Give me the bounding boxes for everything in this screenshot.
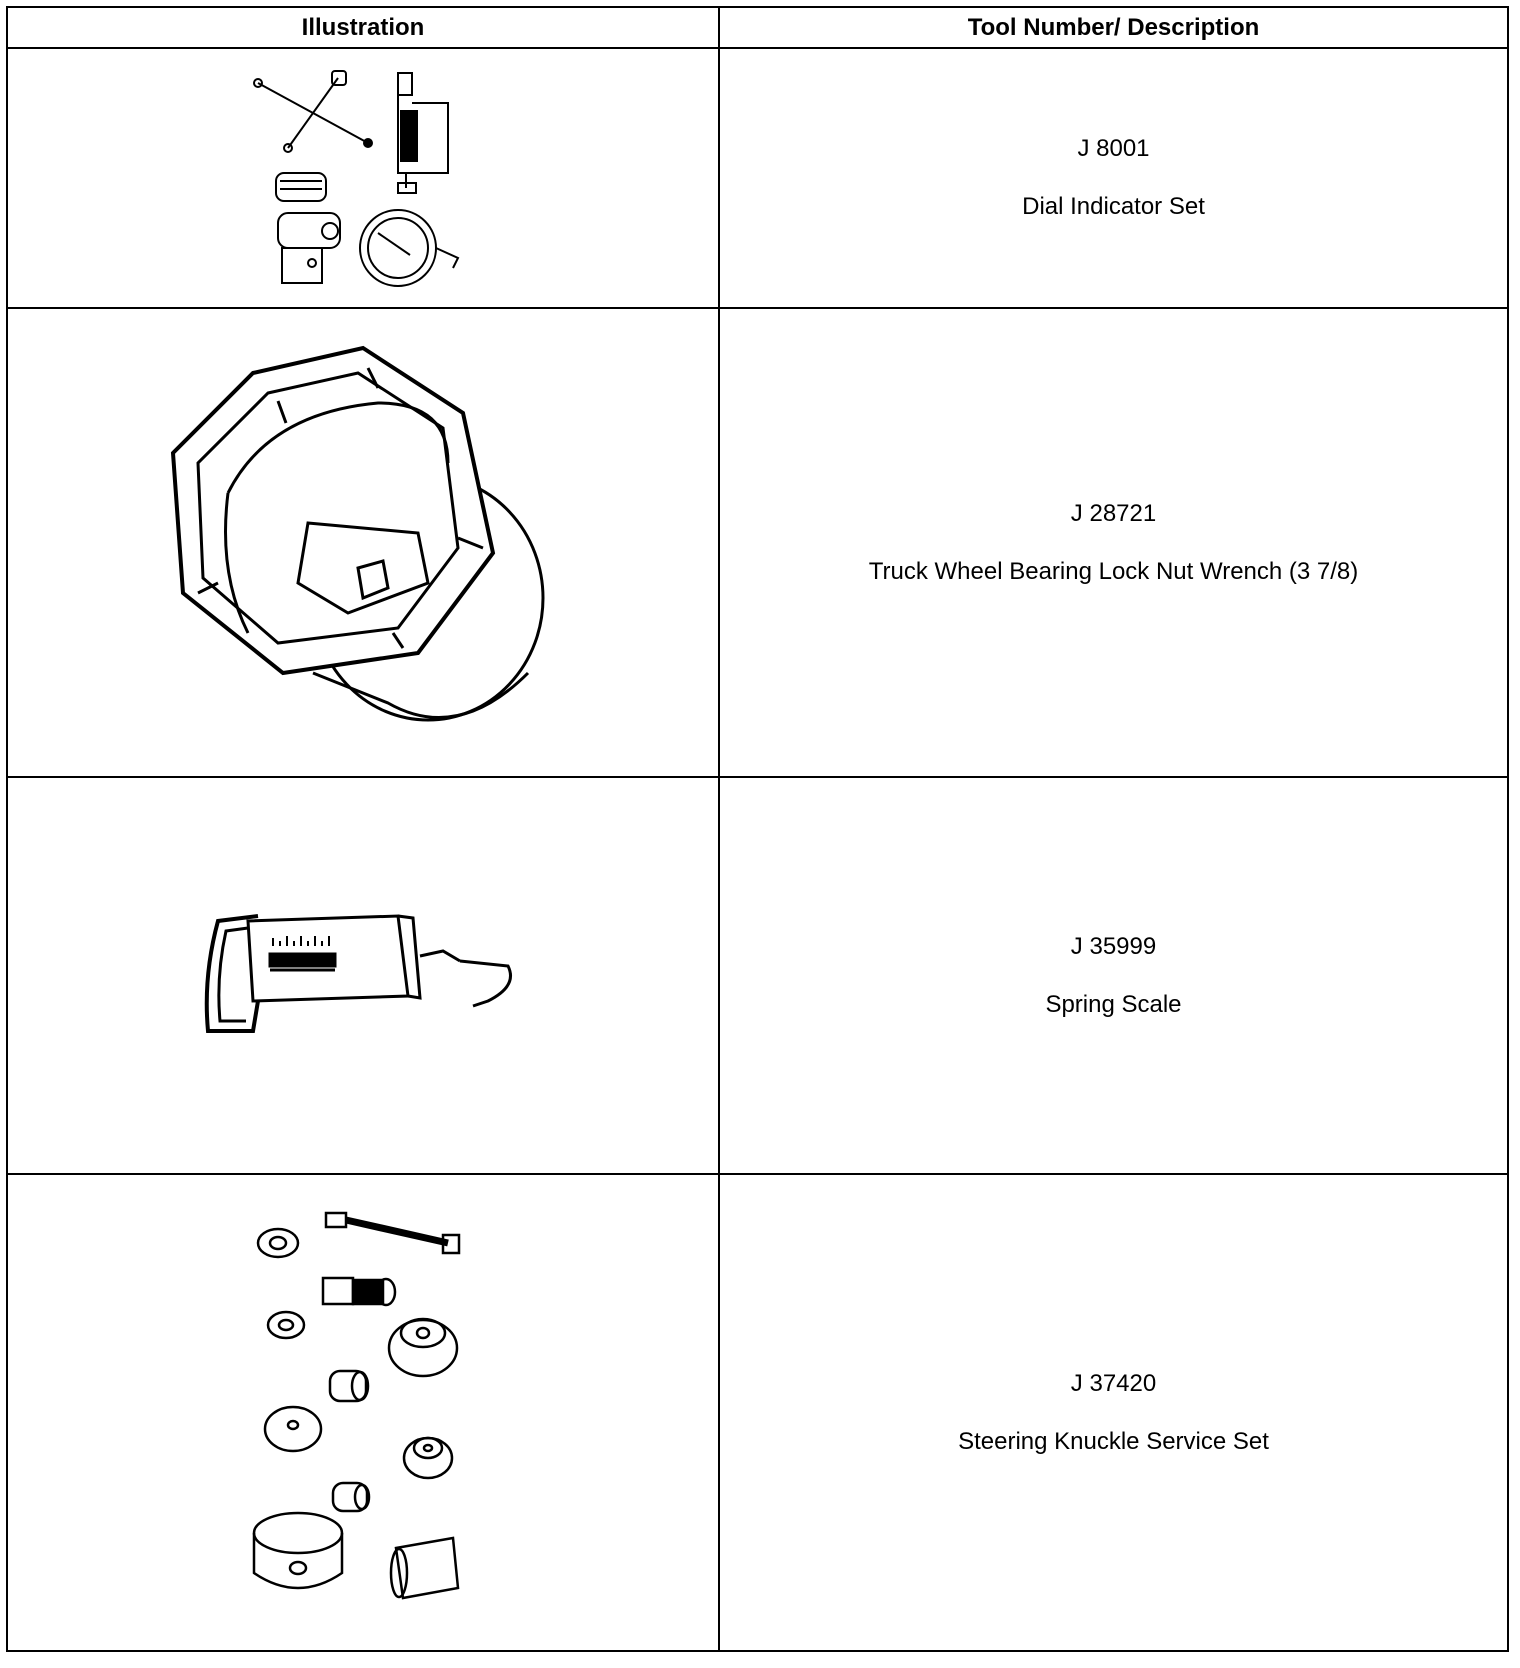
lock-nut-wrench-icon bbox=[158, 343, 568, 743]
table-row bbox=[7, 777, 1508, 1174]
illustration-cell bbox=[7, 48, 719, 308]
description-cell bbox=[719, 48, 1508, 308]
table-row bbox=[7, 1174, 1508, 1651]
tool-number: J 28721 bbox=[1070, 499, 1157, 527]
steering-knuckle-service-set-icon bbox=[248, 1203, 478, 1623]
tool-description: Spring Scale bbox=[1045, 990, 1182, 1018]
description-cell bbox=[719, 1174, 1508, 1651]
illustration-cell bbox=[7, 777, 719, 1174]
tool-number: J 37420 bbox=[1070, 1369, 1157, 1397]
illustration-cell bbox=[7, 1174, 719, 1651]
description-cell bbox=[719, 777, 1508, 1174]
tool-description: Steering Knuckle Service Set bbox=[958, 1427, 1269, 1455]
dial-indicator-set-icon bbox=[248, 63, 478, 293]
table-header-row bbox=[7, 7, 1508, 48]
header-illustration: Illustration bbox=[7, 7, 719, 48]
illustration-cell bbox=[7, 308, 719, 777]
tool-number: J 35999 bbox=[1070, 932, 1157, 960]
description-cell bbox=[719, 308, 1508, 777]
tool-number: J 8001 bbox=[1077, 135, 1150, 162]
tool-description: Dial Indicator Set bbox=[1022, 193, 1205, 220]
tool-description: Truck Wheel Bearing Lock Nut Wrench (3 7/8) bbox=[868, 557, 1359, 585]
table-row bbox=[7, 308, 1508, 777]
header-tool-number-description: Tool Number/ Description bbox=[719, 7, 1508, 48]
table-row bbox=[7, 48, 1508, 308]
spring-scale-icon bbox=[198, 906, 528, 1046]
tool-table bbox=[6, 6, 1509, 1652]
